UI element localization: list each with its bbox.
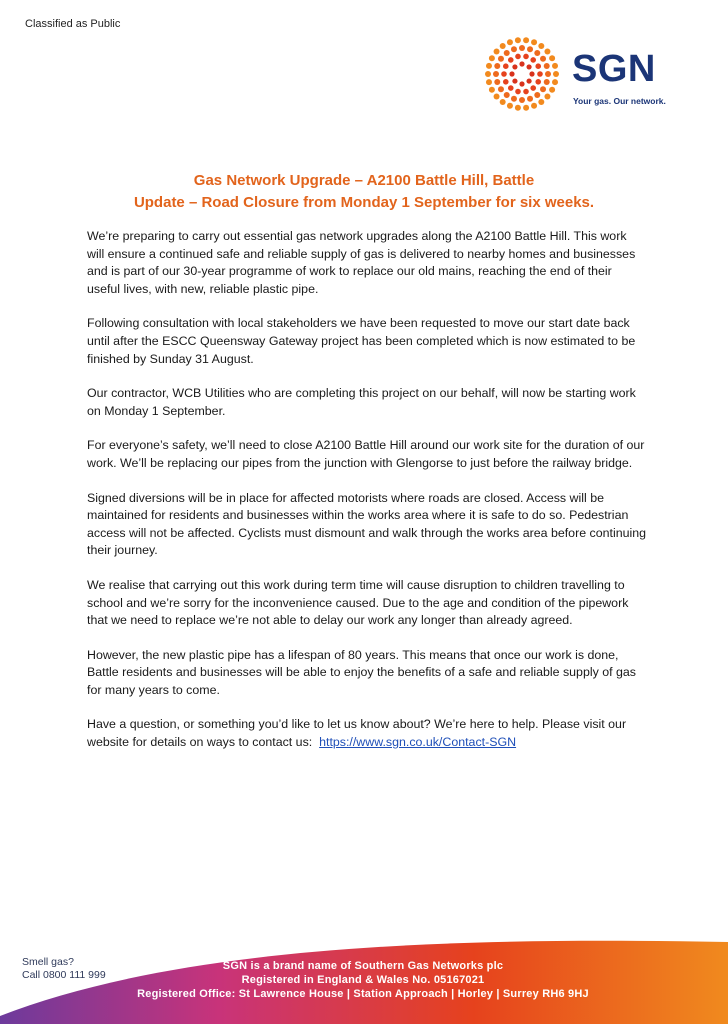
- footer-line-3: Registered Office: St Lawrence House | Station Approach | Horley | Surrey RH6 9HJ: [137, 988, 589, 1000]
- logo-dot: [544, 48, 550, 54]
- notice-body: [87, 228, 647, 769]
- logo-dot: [523, 89, 529, 95]
- logo-dot: [494, 94, 500, 100]
- paragraph: However, the new plastic pipe has a lifespan of 80 years. This means that once our work is done, Battle residents and businesses will be able to enjoy the benefits of a safe and reliable supply of gas for many years to come.: [87, 647, 636, 697]
- logo-dot: [494, 79, 500, 85]
- logo-dot: [523, 105, 529, 111]
- sgn-logo: [480, 34, 680, 114]
- logo-dot: [545, 71, 551, 77]
- logo-dot: [509, 71, 514, 76]
- paragraph: We’re preparing to carry out essential gas network upgrades along the A2100 Battle Hill. This work will ensure a continued safe and reliable supply of gas is delivered to nearby homes and businesses and is part of our 30-year programme of work to replace our old mains, reaching the end of their useful lives, with new, reliable plastic pipe.: [87, 229, 636, 296]
- emergency-contact: [22, 956, 106, 982]
- logo-dot: [507, 39, 513, 45]
- paragraph: For everyone’s safety, we’ll need to close A2100 Battle Hill around our work site for the duration of our work. We’ll be replacing our pipes from the junction with Glengorse to just before the railway bridge.: [87, 438, 645, 470]
- paragraph: Our contractor, WCB Utilities who are completing this project on our behalf, will now be starting work on Monday 1 September.: [87, 386, 636, 418]
- logo-dot: [523, 37, 529, 43]
- logo-dot: [535, 63, 541, 69]
- logo-dot: [519, 45, 525, 51]
- logo-dot: [534, 92, 540, 98]
- paragraph: We realise that carrying out this work during term time will cause disruption to children travelling to school and we’re sorry for the inconvenience caused. Due to the age and condition of the pipework that we need to replace we’re not able to delay our work any longer than already agreed.: [87, 577, 629, 628]
- logo-dot: [515, 54, 521, 60]
- logo-dot: [508, 85, 514, 91]
- logo-dot: [538, 43, 544, 49]
- logo-dot: [544, 79, 550, 85]
- classification-label: Classified as Public: [25, 18, 121, 30]
- logo-wordmark: SGN: [572, 48, 656, 90]
- logo-dot: [534, 50, 540, 56]
- logo-dot: [531, 39, 537, 45]
- logo-dot: [493, 71, 499, 77]
- logo-dot: [500, 43, 506, 49]
- footer-line-2: Registered in England & Wales No. 05167021: [241, 974, 485, 986]
- paragraph: Following consultation with local stakeholders we have been requested to move our start date back until after the ESCC Queensway Gateway project has been completed which is now estimated to be finished by Sunday 31 August.: [87, 316, 636, 366]
- logo-dot: [523, 54, 529, 60]
- contact-link[interactable]: https://www.sgn.co.uk/Contact-SGN: [319, 735, 517, 750]
- logo-dot: [515, 89, 521, 95]
- logo-dot: [530, 85, 536, 91]
- logo-dot: [500, 99, 506, 105]
- logo-dot: [540, 56, 546, 62]
- logo-dot: [538, 99, 544, 105]
- paragraph: Signed diversions will be in place for affected motorists where roads are closed. Access will be maintained for residents and businesses within the works area where it is safe to do so. Pedestrian access will not be affected. Cyclists must dismount and walk through the works area before continuing their journey.: [87, 490, 647, 558]
- logo-dot: [529, 71, 534, 76]
- logo-dot: [486, 79, 492, 85]
- logo-dot: [512, 64, 517, 69]
- logo-dot: [526, 78, 531, 83]
- logo-dot: [552, 63, 558, 69]
- logo-dot: [552, 79, 558, 85]
- logo-dot: [498, 86, 504, 92]
- logo-dot: [526, 64, 531, 69]
- notice-title: [0, 170, 728, 214]
- title-line-2: Update – Road Closure from Monday 1 September for six weeks.: [133, 194, 595, 211]
- logo-dot: [511, 96, 517, 102]
- logo-dot: [501, 71, 507, 77]
- logo-dot: [519, 97, 525, 103]
- logo-dot: [537, 71, 543, 77]
- title-line-1: Gas Network Upgrade – A2100 Battle Hill, Battle: [193, 172, 535, 189]
- logo-dot: [549, 55, 555, 61]
- logo-dot: [544, 94, 550, 100]
- logo-dot: [544, 63, 550, 69]
- logo-dot: [494, 63, 500, 69]
- logo-dot: [527, 96, 533, 102]
- logo-dot: [519, 61, 524, 66]
- logo-dot: [549, 87, 555, 93]
- logo-dot: [519, 81, 524, 86]
- logo-dot: [553, 71, 559, 77]
- contact-paragraph: [87, 716, 647, 751]
- logo-dot: [485, 71, 491, 77]
- logo-tagline: Your gas. Our network.: [573, 96, 666, 106]
- logo-dot: [530, 57, 536, 63]
- logo-dot: [535, 79, 541, 85]
- logo-dot: [511, 46, 517, 52]
- logo-dot: [515, 37, 521, 43]
- contact-text: Have a question, or something you’d like to let us know about? We’re here to help. Please visit our website for details on ways to contact us:: [87, 717, 627, 750]
- logo-dot: [504, 92, 510, 98]
- emergency-phone: Call 0800 111 999: [22, 969, 106, 981]
- logo-dot: [507, 103, 513, 109]
- sgn-logo-rings-icon: [480, 34, 570, 114]
- footer-line-1: SGN is a brand name of Southern Gas Networks plc: [222, 960, 504, 972]
- logo-dot: [515, 105, 521, 111]
- logo-dot: [504, 50, 510, 56]
- logo-dot: [494, 48, 500, 54]
- company-registration: [128, 959, 598, 1001]
- logo-dot: [498, 56, 504, 62]
- logo-dot: [512, 78, 517, 83]
- logo-dot: [527, 46, 533, 52]
- logo-dot: [503, 79, 509, 85]
- logo-dot: [508, 57, 514, 63]
- logo-dot: [540, 86, 546, 92]
- logo-dot: [531, 103, 537, 109]
- smell-gas-label: Smell gas?: [22, 956, 74, 968]
- logo-dot: [489, 55, 495, 61]
- logo-dot: [503, 63, 509, 69]
- logo-dot: [489, 87, 495, 93]
- logo-dot: [486, 63, 492, 69]
